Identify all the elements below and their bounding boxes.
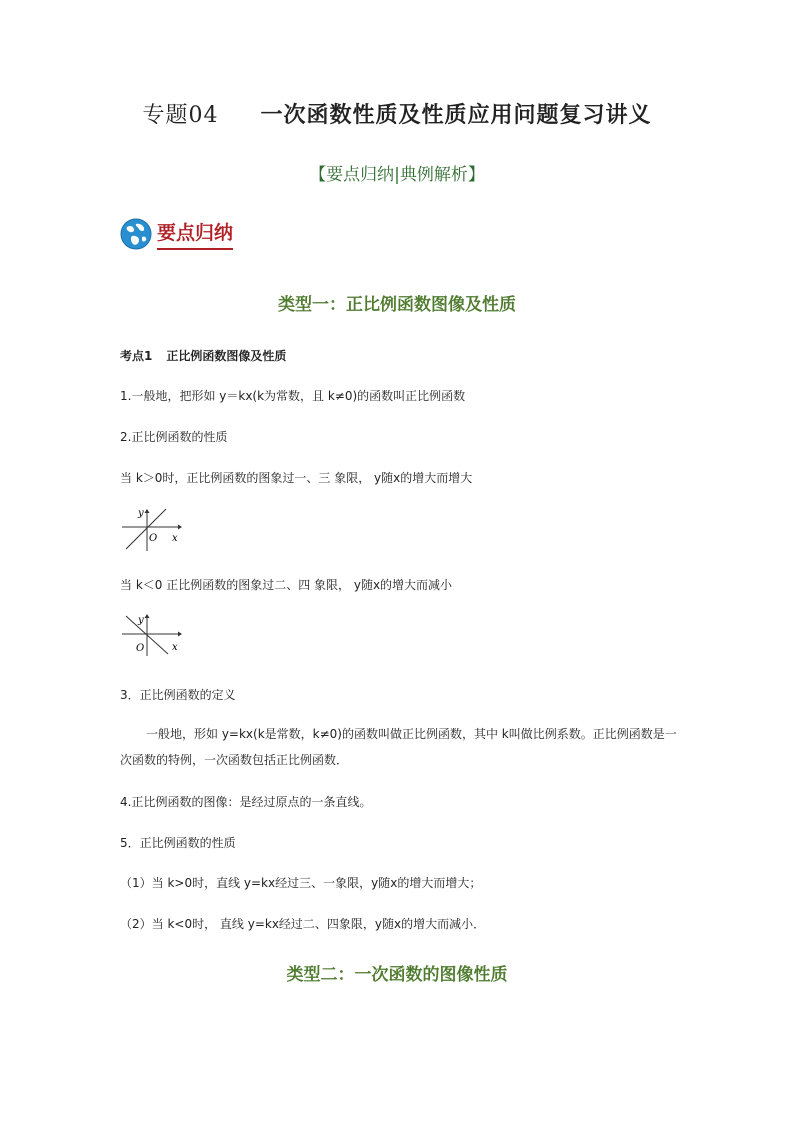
line-property-heading-2: 5．正比例函数的性质 xyxy=(120,836,236,850)
y-axis-arrow-icon xyxy=(145,509,150,513)
line-property-k-negative: （2）当 k<0时， 直线 y=kx经过二、四象限，y随x的增大而减小． xyxy=(120,917,486,931)
line-k-negative: 当 k＜0 正比例函数的图象过二、四 象限， y随x的增大而减小 xyxy=(120,578,453,592)
page-title xyxy=(0,98,794,129)
y-label: y xyxy=(138,508,144,519)
definition-paragraph: 一般地，形如 y=kx(k是常数，k≠0)的函数叫做正比例函数，其中 k叫做比例系数。正比例函数是一次函数的特例，一次函数包括正比例函数． xyxy=(120,727,677,767)
type-two-heading: 类型二：一次函数的图像性质 xyxy=(286,965,508,985)
x-label: x xyxy=(172,642,178,653)
kaodian-heading xyxy=(120,347,286,364)
section-header xyxy=(120,218,233,250)
kaodian-label: 考点1 xyxy=(120,349,153,363)
y-axis-arrow-icon xyxy=(145,614,150,618)
title-text: 一次函数性质及性质应用问题复习讲义 xyxy=(260,102,652,128)
x-axis-arrow-icon xyxy=(178,632,182,637)
line-k-positive: 当 k＞0时，正比例函数的图象过一、三 象限， y随x的增大而增大 xyxy=(120,471,473,485)
line-graph-shape: 4.正比例函数的图像：是经过原点的一条直线。 xyxy=(120,795,372,809)
function-line xyxy=(126,509,166,549)
globe-icon xyxy=(120,218,152,250)
line-property-heading: 2.正比例函数的性质 xyxy=(120,430,228,444)
graph-k-negative xyxy=(118,610,188,658)
type-one-heading: 类型一：正比例函数图像及性质 xyxy=(278,295,516,315)
origin-label: O xyxy=(149,533,158,544)
line-definition-heading: 3．正比例函数的定义 xyxy=(120,688,236,702)
kaodian-title: 正比例函数图像及性质 xyxy=(166,349,287,363)
page-subtitle: 【要点归纳|典例解析】 xyxy=(309,165,485,185)
line-property-k-positive: （1）当 k>0时，直线 y=kx经过三、一象限，y随x的增大而增大； xyxy=(120,876,482,890)
x-axis-arrow-icon xyxy=(178,525,182,530)
line-definition: 1.一般地，把形如 y＝kx(k为常数，且 k≠0)的函数叫正比例函数 xyxy=(120,389,466,403)
section-title: 要点归纳 xyxy=(157,218,233,250)
graph-k-positive xyxy=(118,505,188,553)
y-label: y xyxy=(138,615,144,626)
x-label: x xyxy=(172,533,178,544)
origin-label: O xyxy=(136,643,145,654)
topic-number: 专题04 xyxy=(142,103,219,128)
